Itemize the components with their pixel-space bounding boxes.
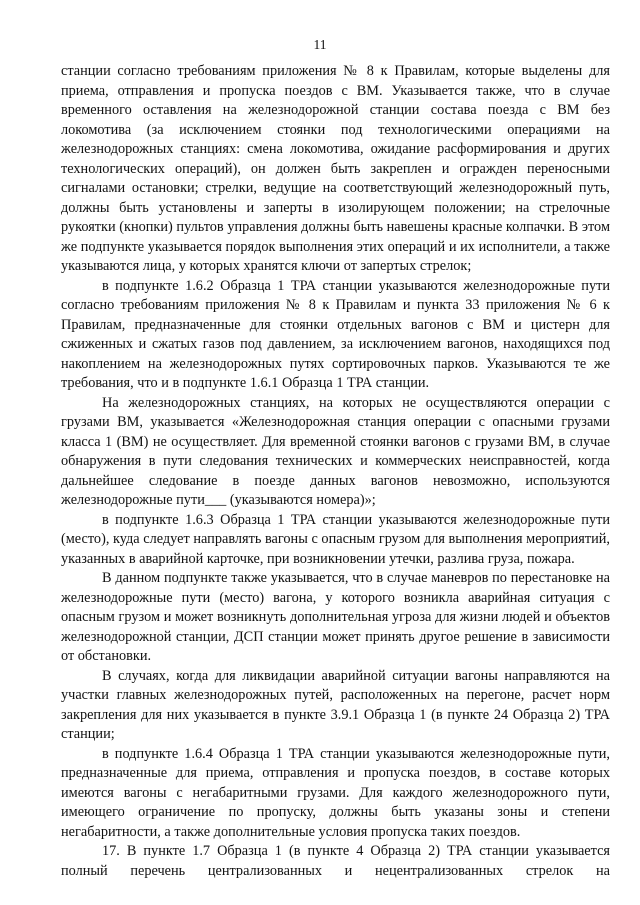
paragraph-shunting-emergency: В данном подпункте также указывается, что в случае маневров по перестановке на железнодорожные пути (место) вагона, у которого возникла аварийная ситуация с опасным грузом и может возникнуть дополнительная угроза для жизни людей и объектов железнодорожной станции, ДСП станции может принять другое решение в зависимости от обстановки. [61, 570, 610, 664]
paragraph-subclause-1-6-3: в подпункте 1.6.3 Образца 1 ТРА станции указываются железнодорожные пути (место), куда следует направлять вагоны с опасным грузом для выполнения мероприятий, указанных в аварийной карточке, при возникновении утечки, разлива груза, пожара. [61, 511, 610, 567]
paragraph-subclause-1-6-2: в подпункте 1.6.2 Образца 1 ТРА станции указываются железнодорожные пути согласно требованиям приложения № 8 к Правилам и пункта 33 приложения № 6 к Правилам, предназначенные для стоянки отдельных вагонов с ВМ и цистерн для сжиженных и сжатых газов под давлением, за исключением вагонов, находящихся под накоплением на железнодорожных путях сортировочных парков. Указываются те же требования, что и в подпункте 1.6.1 Образца 1 ТРА станции. [61, 277, 610, 391]
paragraph-clause-17: 17. В пункте 1.7 Образца 1 (в пункте 4 Образца 2) ТРА станции указывается полный перечень централизованных и нецентрализованных стрелок на [61, 843, 610, 879]
page-number: 11 [313, 37, 327, 52]
paragraph-subclause-1-6-4: в подпункте 1.6.4 Образца 1 ТРА станции указываются железнодорожные пути, предназначенные для приема, отправления и пропуска поездов, в составе которых имеются вагоны с негабаритными грузами. Для каждого железнодорожного пути, имеющего ограничение по пропуску, должны быть указаны зоны и степени негабаритности, а также дополнительные условия пропуска таких поездов. [61, 745, 610, 840]
paragraph-emergency-main-tracks: В случаях, когда для ликвидации аварийной ситуации вагоны направляются на участки главных железнодорожных путей, расположенных на перегоне, расчет норм закрепления для них указывается в пункте 3.9.1 Образца 1 (в пункте 24 Образца 2) ТРА станции; [61, 667, 610, 742]
paragraph-no-explosives-stations: На железнодорожных станциях, на которых не осуществляются операции с грузами ВМ, указывается «Железнодорожная станция операции с опасными грузами класса 1 (ВМ) не осуществляет. Для временной стоянки вагонов с грузами ВМ, в случае обнаружения в пути следования технических и коммерческих неисправностей, когда дальнейшее следование в поезде данных вагонов невозможно, используются железнодорожные пути___ (указываются номера)»; [61, 394, 610, 508]
paragraph-continuation: станции согласно требованиям приложения № 8 к Правилам, которые выделены для приема, отправления и пропуска поездов с ВМ. Указывается также, что в случае временного оставления на железнодорожной станции состава поезда с ВМ без локомотива (за исключением стоянки под технологическими операциями на железнодорожных станциях: смена локомотива, ожидание расформирования и других технологических операций), он должен быть закреплен и огражден переносными сигналами остановки; стрелки, ведущие на соответствующий железнодорожный путь, должны быть установлены и заперты в изолирующем положении; на стрелочные рукоятки (кнопки) пультов управления должны быть навешены красные колпачки. В этом же подпункте указывается порядок выполнения этих операций и их исполнители, а также указываются лица, у которых хранятся ключи от запертых стрелок; [61, 63, 610, 274]
document-body [61, 62, 610, 881]
